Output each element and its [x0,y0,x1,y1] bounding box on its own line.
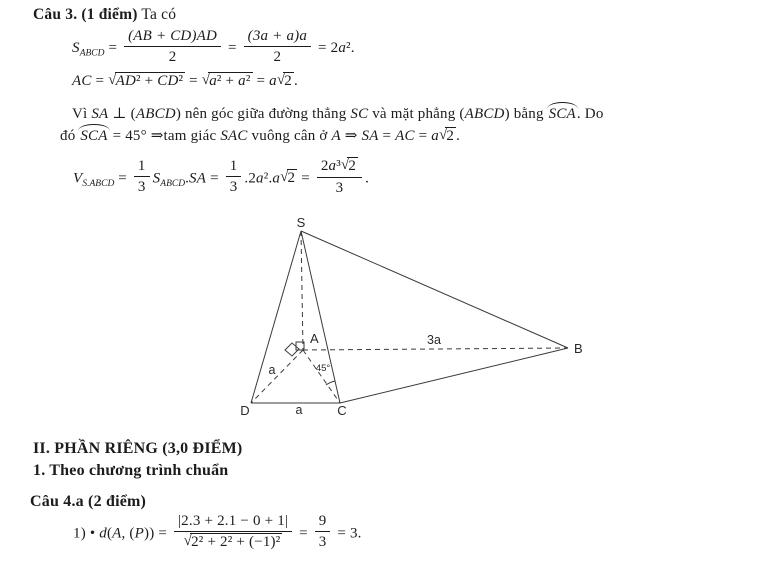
paragraph-line1: Vì SA ⊥ (ABCD) nên góc giữa đường thẳng SC và mặt phẳng (ABCD) bằng SCA. Do [72,106,604,122]
cau3-heading: Câu 3. (1 điểm) Ta có [33,6,177,23]
edge-sc [301,231,340,403]
edge-cb [340,348,568,403]
vertex-label-a: A [310,331,319,346]
edge-sb [301,231,568,348]
cau4a-heading: Câu 4.a (2 điểm) [30,493,147,510]
dashed-edge-ab [303,348,568,350]
section2-heading: II. PHẦN RIÊNG (3,0 ĐIỂM) [33,440,243,457]
vertex-label-c: C [337,403,347,418]
vertex-label-b: B [574,341,583,356]
angle-label-45: 45° [315,363,331,374]
formula-distance: 1) • d(A, (P)) = $\frac{|2.3 + 2.1 - 0 + 1|}{\text{√2² + 2² + (−1)²}}$ = $\frac{9}{3}$ = 3. [73,513,362,551]
angle-arc [326,381,335,385]
formula-ac: AC = √AD² + CD² = √a² + a² = a√2 . [72,72,298,89]
pyramid-diagram [230,208,610,423]
length-label-ad: a [268,363,276,377]
paragraph-line2: đó SCA = 45° ⇒tam giác SAC vuông cân ở A ⇒ SA = AC = a√2 . [60,127,461,144]
formula-volume: $V_{S.ABCD}$ = $\frac{1}{3}$ $S_{ABCD}.SA$ = $\frac{1}{3}$ .2a².a√2 = $\frac{\text{2a³√2}}{3}$ . [73,157,370,196]
length-label-ab: 3a [427,333,441,347]
section2-subheading: 1. Theo chương trình chuẩn [33,462,229,479]
formula-area-sabcd: $S_{ABCD}$ = $\frac{(AB + CD)AD}{2}$ = $\frac{(3a + a)a}{2}$ = 2a². [72,28,355,65]
dashed-edge-sa [301,231,303,350]
vertex-label-s: S [296,215,306,230]
length-label-dc: a [295,403,303,417]
vertex-label-d: D [240,403,250,418]
